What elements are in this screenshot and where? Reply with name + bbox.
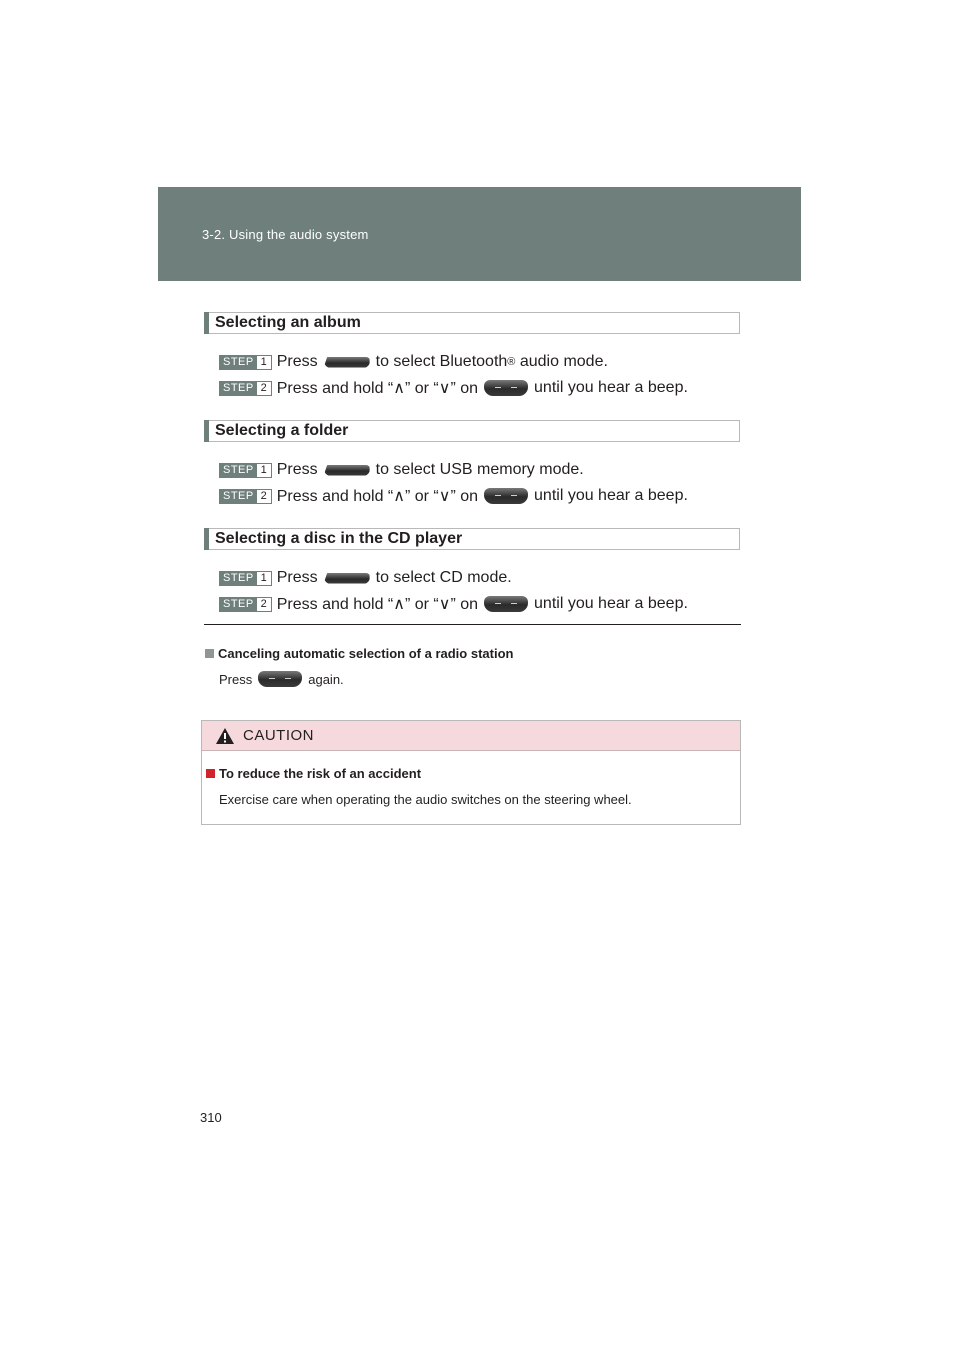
step-badge: STEP 1 — [219, 355, 272, 370]
step-badge: STEP 2 — [219, 381, 272, 396]
mode-switch-icon — [324, 357, 370, 368]
step-row: STEP 2 Press and hold “∧” or “∨” on until you hear a beep. — [219, 486, 688, 506]
section-heading-album — [204, 312, 740, 334]
step-badge: STEP 2 — [219, 489, 272, 504]
mode-switch-icon — [324, 465, 370, 476]
section-heading-disc — [204, 528, 740, 550]
caution-title: To reduce the risk of an accident — [206, 766, 421, 781]
section-title: Selecting a folder — [215, 422, 349, 439]
bullet-square-icon — [206, 769, 215, 778]
step-row: STEP 1 Press to select CD mode. — [219, 568, 512, 588]
step-row: STEP 2 Press and hold “∧” or “∨” on until you hear a beep. — [219, 378, 688, 398]
caution-header — [202, 721, 740, 751]
caution-box — [201, 720, 741, 825]
mode-switch-icon — [324, 573, 370, 584]
section-title: Selecting a disc in the CD player — [215, 530, 463, 547]
step-row: STEP 1 Press to select USB memory mode. — [219, 460, 584, 480]
warning-triangle-icon — [215, 727, 235, 745]
seek-switch-icon — [484, 380, 528, 396]
step-row: STEP 2 Press and hold “∧” or “∨” on until you hear a beep. — [219, 594, 688, 614]
seek-switch-icon — [258, 671, 302, 687]
step-badge: STEP 1 — [219, 463, 272, 478]
step-badge: STEP 2 — [219, 597, 272, 612]
seek-switch-icon — [484, 596, 528, 612]
step-badge: STEP 1 — [219, 571, 272, 586]
note-body: Press again. — [219, 671, 344, 687]
caution-label: CAUTION — [243, 727, 314, 744]
section-title: Selecting an album — [215, 314, 361, 331]
note-heading: Canceling automatic selection of a radio station — [205, 646, 513, 661]
seek-switch-icon — [484, 488, 528, 504]
divider — [204, 624, 741, 625]
step-row: STEP 1 Press to select Bluetooth ® audio mode. — [219, 352, 608, 372]
chapter-header — [158, 187, 801, 281]
caution-text: Exercise care when operating the audio switches on the steering wheel. — [219, 792, 632, 807]
bullet-square-icon — [205, 649, 214, 658]
page-number: 310 — [200, 1110, 222, 1125]
chapter-title: 3-2. Using the audio system — [202, 227, 369, 242]
section-heading-folder — [204, 420, 740, 442]
